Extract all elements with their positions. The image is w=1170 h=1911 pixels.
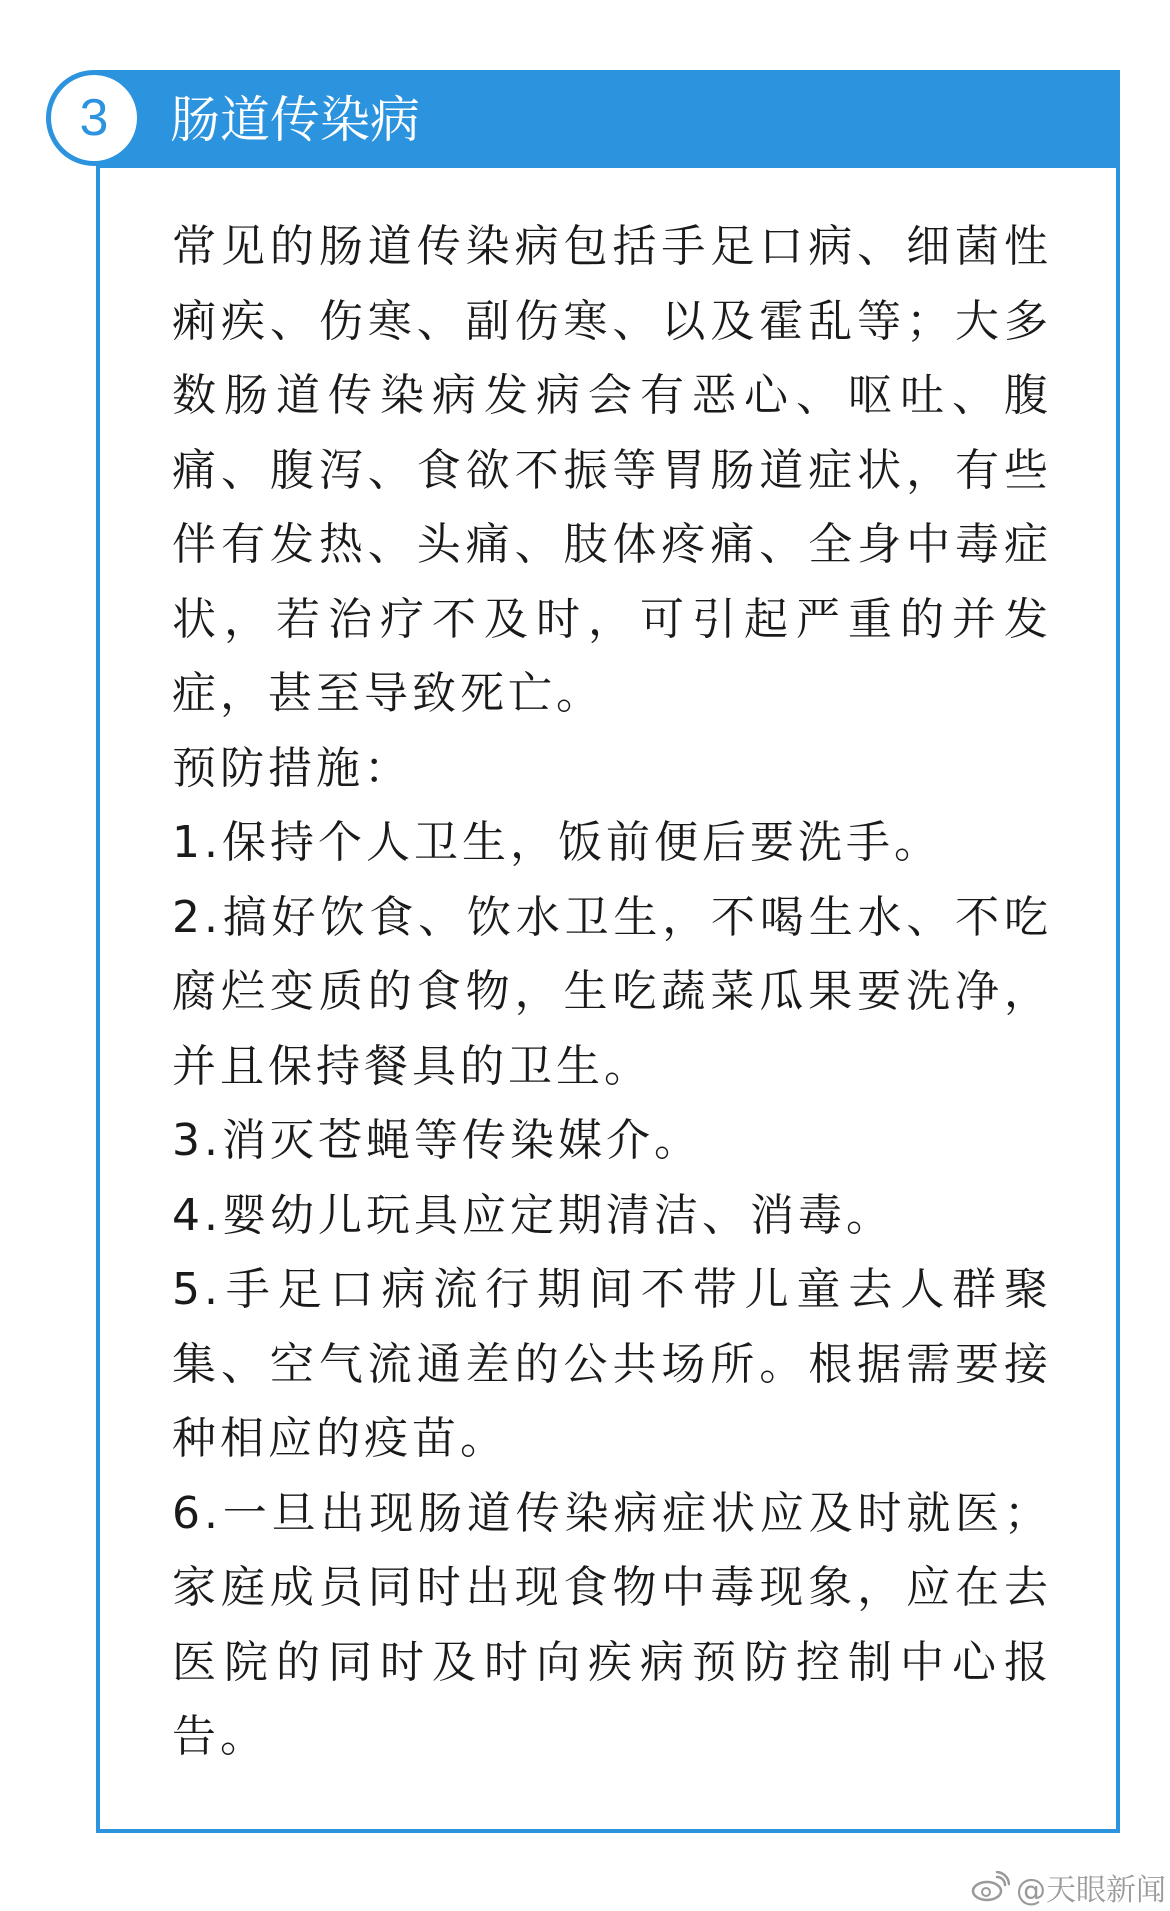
prevention-heading: 预防措施： <box>172 742 412 794</box>
section-title: 肠道传染病 <box>170 91 420 149</box>
measure-item: 3.消灭苍蝇等传染媒介。 <box>172 1115 702 1166</box>
weibo-icon <box>970 1871 1010 1903</box>
measure-item: 5.手足口病流行期间不带儿童去人群聚集、空气流通差的公共场所。根据需要接种相应的疫苗。 <box>172 1264 1052 1464</box>
measure-item: 2.搞好饮食、饮水卫生，不喝生水、不吃腐烂变质的食物，生吃蔬菜瓜果要洗净，并且保持餐具的卫生。 <box>172 891 1052 1092</box>
watermark-text: @天眼新闻 <box>1016 1873 1166 1908</box>
measure-item: 1.保持个人卫生，饭前便后要洗手。 <box>172 817 942 868</box>
section-number-badge <box>46 70 142 166</box>
measure-item: 4.婴幼儿玩具应定期清洁、消毒。 <box>172 1189 894 1241</box>
measure-item: 6.一旦出现肠道传染病症状应及时就医；家庭成员同时出现食物中毒现象，应在去医院的同时及时向疾病预防控制中心报告。 <box>172 1487 1052 1762</box>
intro-paragraph: 常见的肠道传染病包括手足口病、细菌性痢疾、伤寒、副伤寒、以及霍乱等；大多数肠道传染病发病会有恶心、呕吐、腹痛、腹泻、食欲不振等胃肠道症状，有些伴有发热、头痛、肢体疼痛、全身中毒症状，若治疗不及时，可引起严重的并发症，甚至导致死亡。 <box>172 221 1052 719</box>
section-number: 3 <box>79 89 109 147</box>
article-body <box>172 210 1052 1775</box>
watermark <box>970 1867 1166 1907</box>
